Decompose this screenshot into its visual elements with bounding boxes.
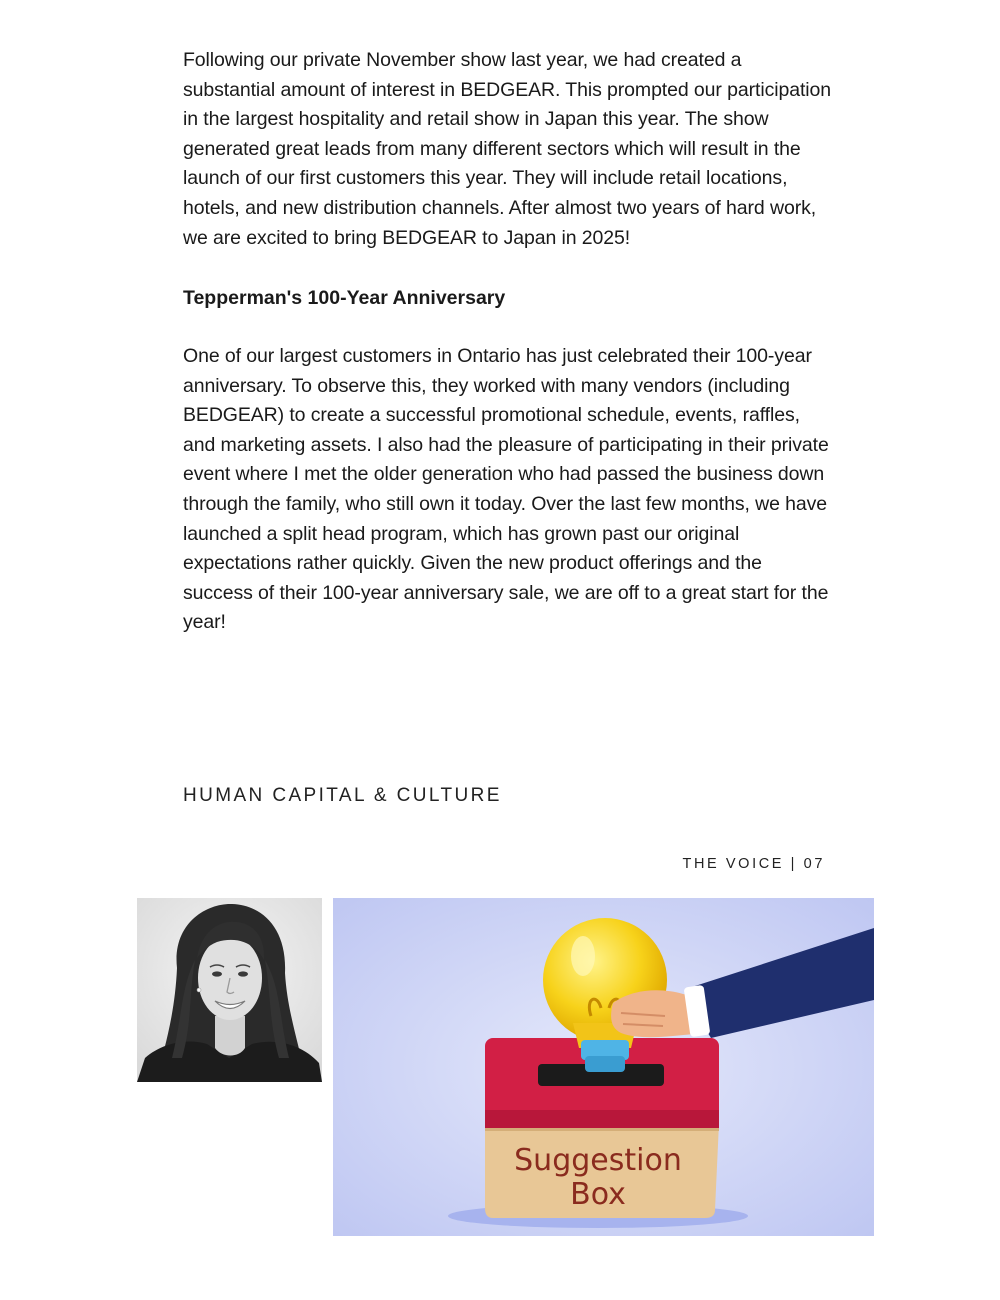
section-title-human-capital: HUMAN CAPITAL & CULTURE [183,785,502,806]
portrait-photo [137,898,322,1082]
paragraph-japan-show: Following our private November show last year, we had created a substantial amount of interest in BEDGEAR. This prompted our participation in the largest hospitality and retail show in Japan this year. The show generated great leads from many different sectors which will result in the launch of our first customers this year. They will include retail locations, hotels, and new distribution channels. After almost two years of hard work, we are excited to bring BEDGEAR to Japan in 2025! [183,49,831,249]
box-label-line-1: Suggestion [514,1143,682,1178]
suggestion-box-illustration [333,898,874,1236]
box-label-line-2: Box [570,1177,626,1212]
subheading-teppermans-anniversary: Tepperman's 100-Year Anniversary [183,287,506,309]
paragraph-teppermans: One of our largest customers in Ontario has just celebrated their 100-year anniversary. To observe this, they worked with many vendors (including BEDGEAR) to create a successful promotional schedule, events, raffles, and marketing assets. I also had the pleasure of participating in their private event where I met the older generation who had passed the business down through the family, who still own it today. Over the last few months, we have launched a split head program, which has grown past our original expectations rather quickly. Given the new product offerings and the success of their 100-year anniversary sale, we are off to a great start for the year! [183,345,829,634]
page-footer-label: THE VOICE | 07 [682,856,825,872]
